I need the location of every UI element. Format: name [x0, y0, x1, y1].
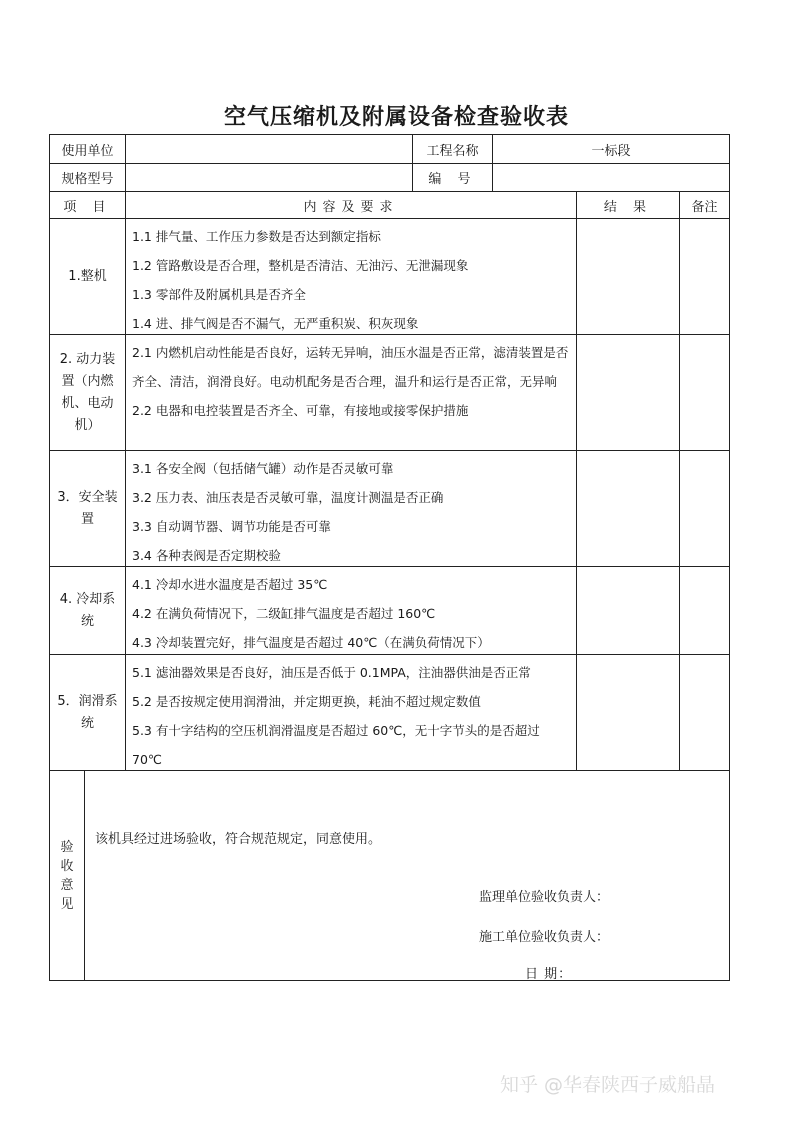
- contractor-signature-label: 施工单位验收负责人：: [479, 930, 610, 945]
- section-4-label-cell: [49, 566, 126, 655]
- requirement-line: 1.2 管路敷设是否合理，整机是否清洁、无油污、无泄漏现象: [132, 258, 469, 273]
- acceptance-label: 验收意见: [60, 839, 74, 912]
- section-label: 5．润滑系统: [57, 693, 118, 731]
- requirement-line: 5.3 有十字结构的空压机润滑温度是否超过 60℃，无十字节头的是否超过 70℃: [132, 723, 540, 767]
- requirement-line: 1.3 零部件及附属机具是否齐全: [132, 287, 306, 302]
- col-header-content: 内容及要求: [125, 191, 577, 219]
- section-2-remark: [679, 334, 730, 451]
- project-label-cell: [412, 134, 493, 164]
- watermark: 知乎 @华春陕西子威船晶: [500, 1074, 716, 1096]
- section-5-content: [125, 654, 577, 771]
- requirement-line: 4.2 在满负荷情况下，二级缸排气温度是否超过 160℃: [132, 606, 436, 621]
- project-value-cell: [492, 134, 730, 164]
- requirement-line: 5.1 滤油器效果是否良好，油压是否低于 0.1MPA，注油器供油是否正常: [132, 665, 531, 680]
- section-3-label-cell: [49, 450, 126, 567]
- section-4-remark: [679, 566, 730, 655]
- section-2-content: [125, 334, 577, 451]
- requirement-line: 5.2 是否按规定使用润滑油，并定期更换，耗油不超过规定数值: [132, 694, 481, 709]
- requirement-line: 4.1 冷却水进水温度是否超过 35℃: [132, 577, 328, 592]
- requirement-line: 2.2 电器和电控装置是否齐全、可靠，有接地或接零保护措施: [132, 403, 469, 418]
- section-2-label-cell: [49, 334, 126, 451]
- section-3-content: [125, 450, 577, 567]
- section-1-label-cell: [49, 218, 126, 335]
- section-label: 4. 冷却系统: [59, 591, 116, 629]
- section-3-remark: [679, 450, 730, 567]
- section-5-label-cell: [49, 654, 126, 771]
- requirement-line: 2.1 内燃机启动性能是否良好，运转无异响，油压水温是否正常，滤清装置是否齐全、清洁，润滑良好。电动机配务是否合理，温升和运行是否正常，无异响: [132, 345, 569, 389]
- requirement-line: 3.4 各种表阀是否定期校验: [132, 548, 281, 563]
- section-1-content: [125, 218, 577, 335]
- unit-label: 使用单位: [61, 143, 114, 159]
- acceptance-opinion: 该机具经过进场验收，符合规范规定，同意使用。: [95, 832, 382, 847]
- supervisor-signature-label: 监理单位验收负责人：: [479, 890, 610, 905]
- model-label-cell: [49, 163, 126, 192]
- project-label: 工程名称: [426, 143, 479, 159]
- col-header-remark: 备注: [679, 191, 730, 219]
- section-1-remark: [679, 218, 730, 335]
- section-2-result: [576, 334, 680, 451]
- section-4-result: [576, 566, 680, 655]
- project-value: 一标段: [591, 143, 631, 159]
- acceptance-content-cell: [84, 770, 730, 981]
- section-5-remark: [679, 654, 730, 771]
- requirement-line: 3.2 压力表、油压表是否灵敏可靠，温度计测温是否正确: [132, 490, 444, 505]
- col-header-item: 项 目: [49, 191, 126, 219]
- page-title: 空气压缩机及附属设备检查验收表: [223, 104, 569, 130]
- number-value-cell: [492, 163, 730, 192]
- requirement-line: 1.1 排气量、工作压力参数是否达到额定指标: [132, 229, 381, 244]
- section-3-result: [576, 450, 680, 567]
- date-label: 日 期：: [525, 967, 573, 982]
- section-1-result: [576, 218, 680, 335]
- requirement-line: 3.3 自动调节器、调节功能是否可靠: [132, 519, 331, 534]
- acceptance-label-cell: [49, 770, 85, 981]
- model-label: 规格型号: [61, 172, 114, 187]
- number-label: 编 号: [428, 172, 477, 187]
- unit-label-cell: [49, 134, 126, 164]
- number-label-cell: [412, 163, 493, 192]
- section-5-result: [576, 654, 680, 771]
- requirement-line: 4.3 冷却装置完好，排气温度是否超过 40℃（在满负荷情况下）: [132, 635, 490, 650]
- requirement-line: 3.1 各安全阀（包括储气罐）动作是否灵敏可靠: [132, 461, 394, 476]
- section-label: 2. 动力装置（内燃机、电动机）: [59, 351, 116, 433]
- section-label: 3．安全装置: [57, 489, 118, 527]
- section-4-content: [125, 566, 577, 655]
- model-value-cell: [125, 163, 413, 192]
- unit-value-cell: [125, 134, 413, 164]
- requirement-line: 1.4 进、排气阀是否不漏气，无严重积炭、积灰现象: [132, 316, 419, 331]
- col-header-result: 结 果: [576, 191, 680, 219]
- section-label: 1.整机: [68, 268, 107, 284]
